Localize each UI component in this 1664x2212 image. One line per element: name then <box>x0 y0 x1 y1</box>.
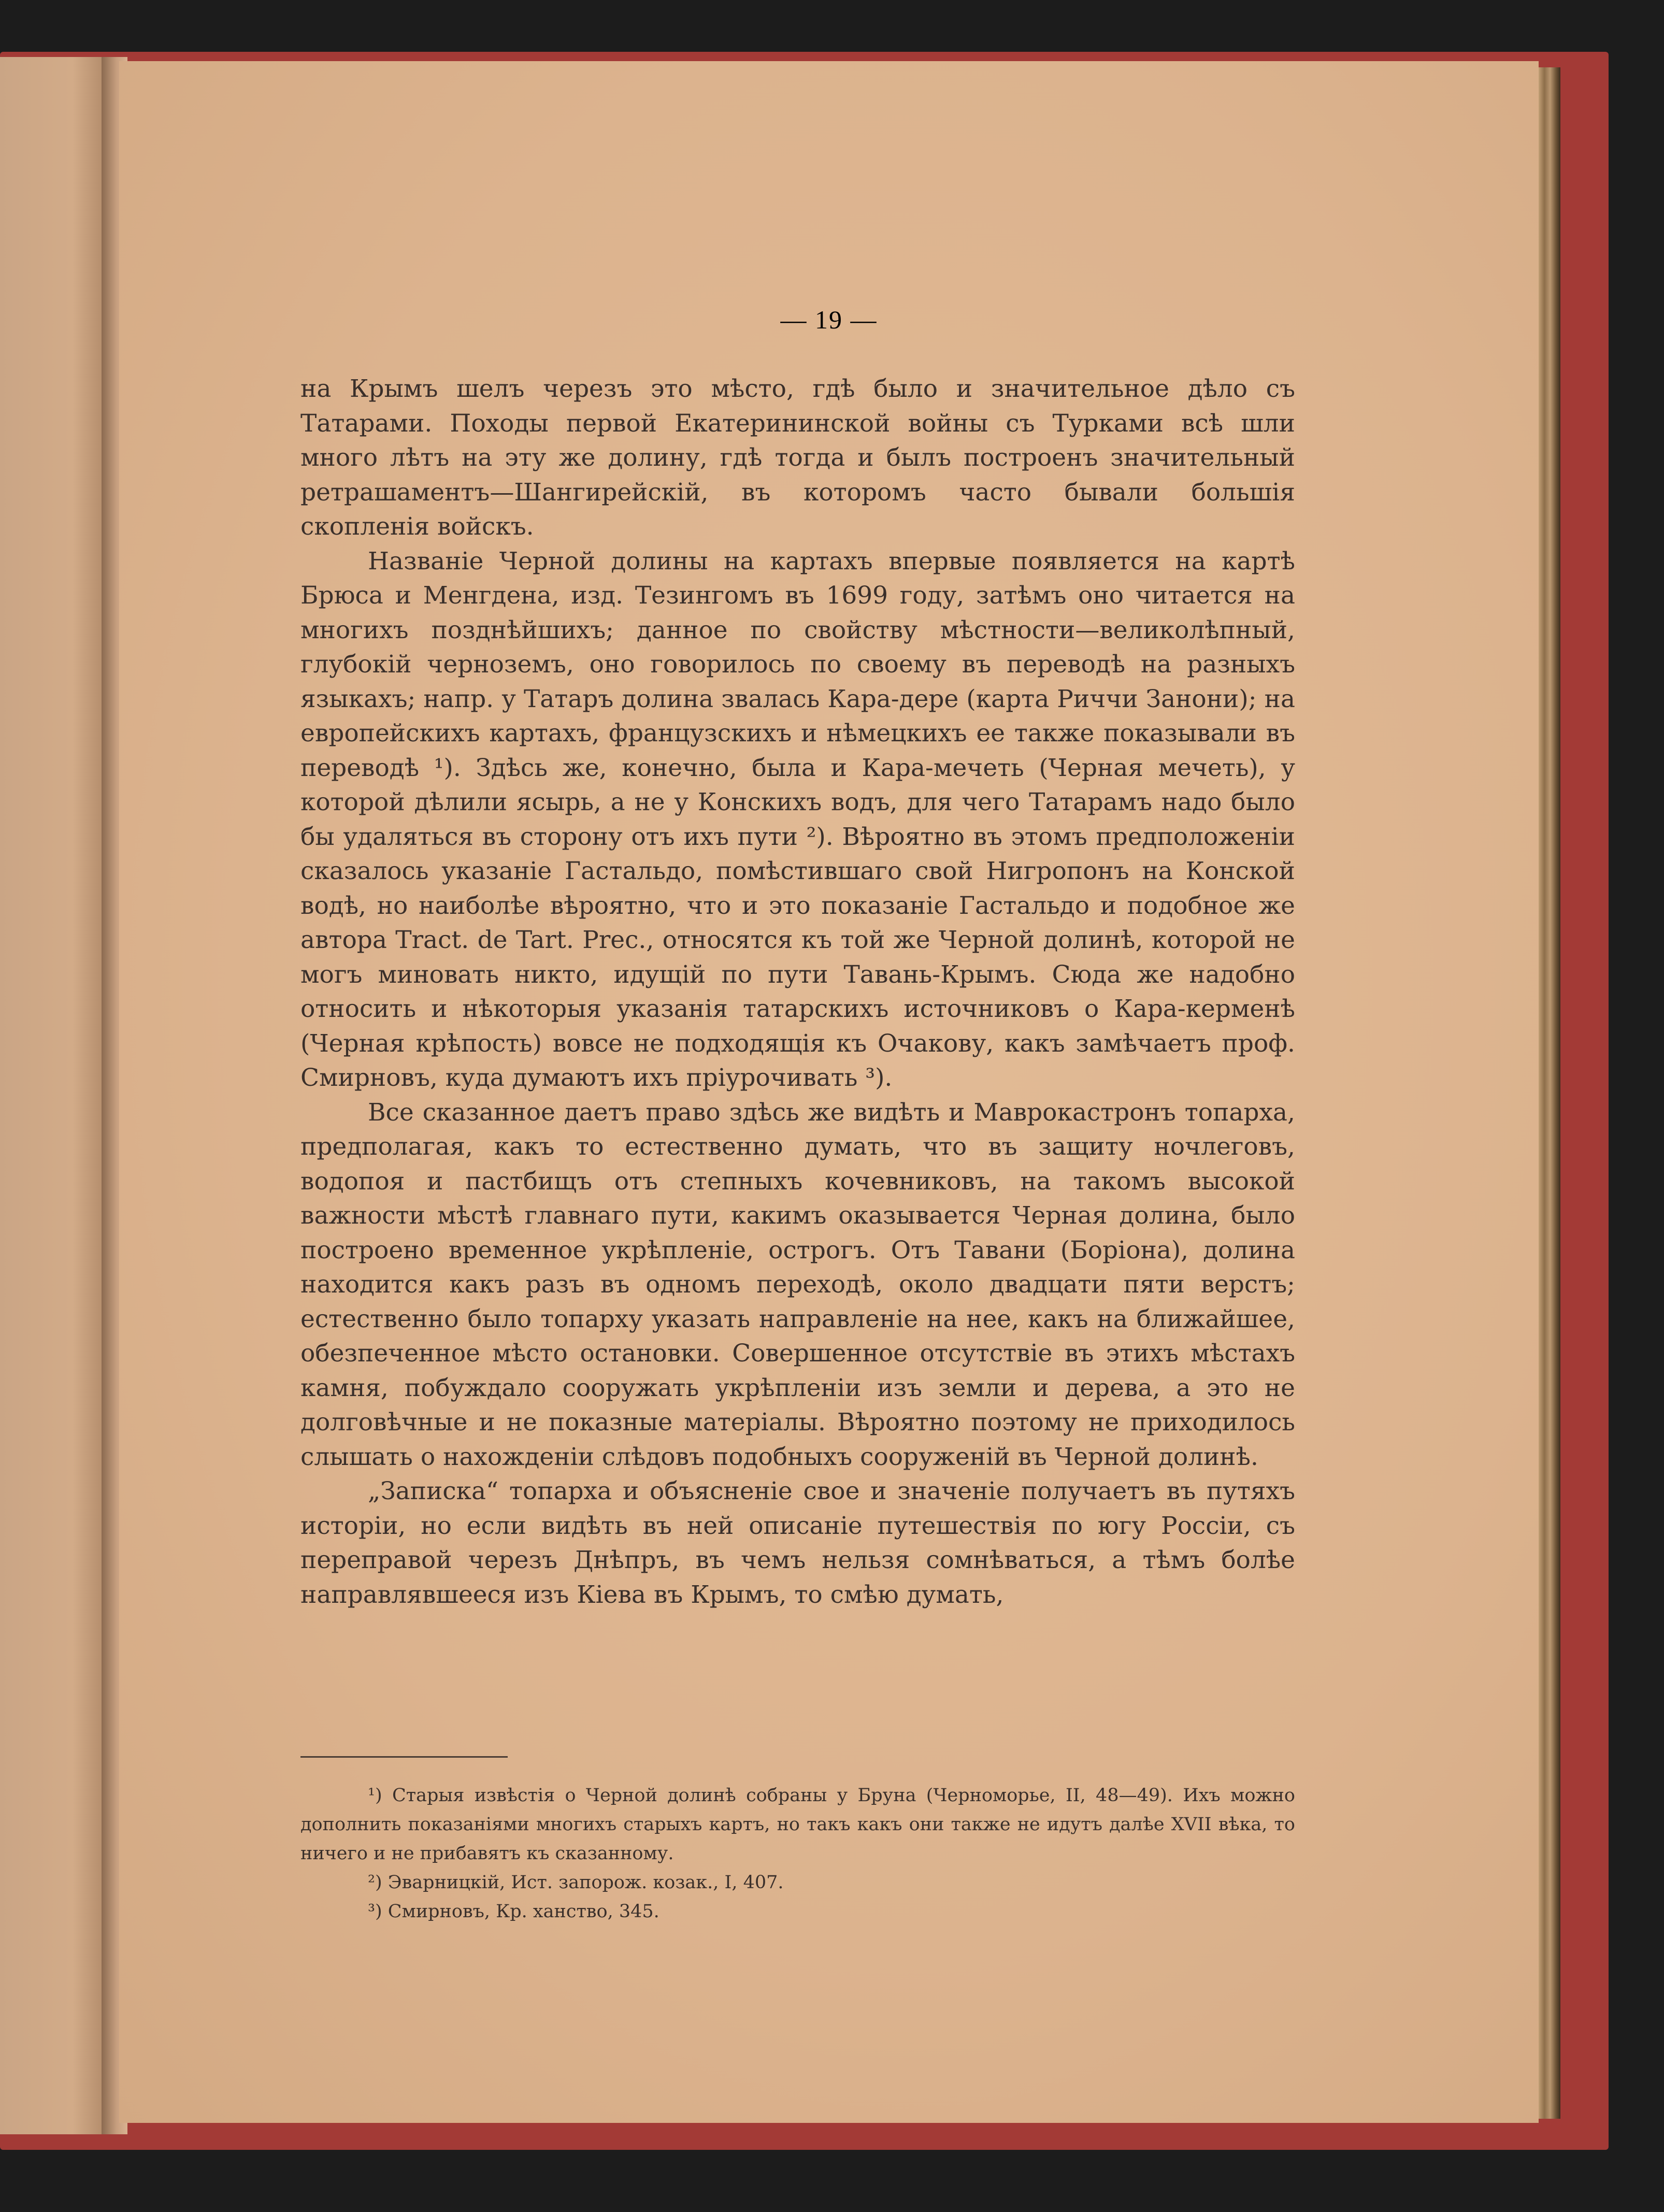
page-number: — 19 — <box>780 305 878 334</box>
left-page-edge <box>0 57 104 2134</box>
paragraph-3: Все сказанное даетъ право здѣсь же видѣть и Маврокастронъ топарха, предполагая, какъ то естественно думать, что въ защиту ночлеговъ, водопоя и пастбищъ отъ степныхъ кочевниковъ, на такомъ высокой важности мѣстѣ главнаго пути, какимъ оказывается Черная долина, было построено временное укрѣпленіе, острогъ. Отъ Тавани (Боріона), долина находится какъ разъ въ одномъ переходѣ, около двадцати пяти верстъ; естественно было топарху указать направленіе на нее, какъ на ближайшее, обезпеченное мѣсто остановки. Совершенное отсутствіе въ этихъ мѣстахъ камня, побуждало сооружать укрѣпленіи изъ земли и дерева, а это не долговѣчные и не показные матеріалы. Вѣроятно поэтому не приходилось слышать о нахожденіи слѣдовъ подобныхъ сооруженій въ Черной долинѣ. <box>300 1098 1295 1471</box>
body-text <box>300 372 1295 1612</box>
paragraph-2: Названіе Черной долины на картахъ впервые появляется на картѣ Брюса и Менгдена, изд. Тезингомъ въ 1699 году, затѣмъ оно читается на многихъ позднѣйшихъ; данное по свойству мѣстности—великолѣпный, глубокій черноземъ, оно говорилось по своему въ переводѣ на разныхъ языкахъ; напр. у Татаръ долина звалась Кара-дере (карта Риччи Занони); на европейскихъ картахъ, французскихъ и нѣмецкихъ ее также показывали въ переводѣ ¹). Здѣсь же, конечно, была и Кара-мечеть (Черная мечеть), у которой дѣлили ясырь, а не у Конскихъ водъ, для чего Татарамъ надо было бы удаляться въ сторону отъ ихъ пути ²). Вѣроятно въ этомъ предположеніи сказалось указаніе Гастальдо, помѣстившаго свой Нигропонъ на Конской водѣ, но наиболѣе вѣроятно, что и это показаніе Гастальдо и подобное же автора Tract. de Tart. Prec., относятся къ той же Черной долинѣ, которой не могъ миновать никто, идущій по пути Тавань-Крымъ. Сюда же надобно относить и нѣкоторыя указанія татарскихъ источниковъ о Кара-керменѣ (Черная крѣпость) вовсе не подходящія къ Очакову, какъ замѣчаетъ проф. Смирновъ, куда думаютъ ихъ пріурочивать ³). <box>300 547 1295 1092</box>
footnote-2: ²) Эварницкій, Ист. запорож. козак., I, 407. <box>368 1872 784 1893</box>
paragraph-4: „Записка“ топарха и объясненіе свое и значеніе получаетъ въ путяхъ исторіи, но если видѣть въ ней описаніе путешествія по югу Россіи, съ переправой черезъ Днѣпръ, въ чемъ нельзя сомнѣваться, а тѣмъ болѣе направлявшееся изъ Кіева въ Крымъ, то смѣю думать, <box>300 1477 1295 1609</box>
paragraph-1: на Крымъ шелъ черезъ это мѣсто, гдѣ было и значительное дѣло съ Татарами. Походы первой Екатерининской войны съ Турками всѣ шли много лѣтъ на эту же долину, гдѣ тогда и былъ построенъ значительный ретрашаментъ—Шангирейскій, въ которомъ часто бывали большія скопленія войскъ. <box>300 375 1295 541</box>
footnotes <box>300 1781 1295 1926</box>
page-stack-edge <box>1538 67 1560 2119</box>
page <box>119 61 1539 2123</box>
footnote-rule <box>300 1756 508 1758</box>
footnote-1: ¹) Старыя извѣстія о Черной долинѣ собраны у Бруна (Черноморье, II, 48—49). Ихъ можно дополнить показаніями многихъ старыхъ картъ, но такъ какъ они также не идутъ далѣе XVII вѣка, то ничего и не прибавятъ къ сказанному. <box>300 1785 1295 1864</box>
footnote-3: ³) Смирновъ, Кр. ханство, 345. <box>368 1901 659 1922</box>
